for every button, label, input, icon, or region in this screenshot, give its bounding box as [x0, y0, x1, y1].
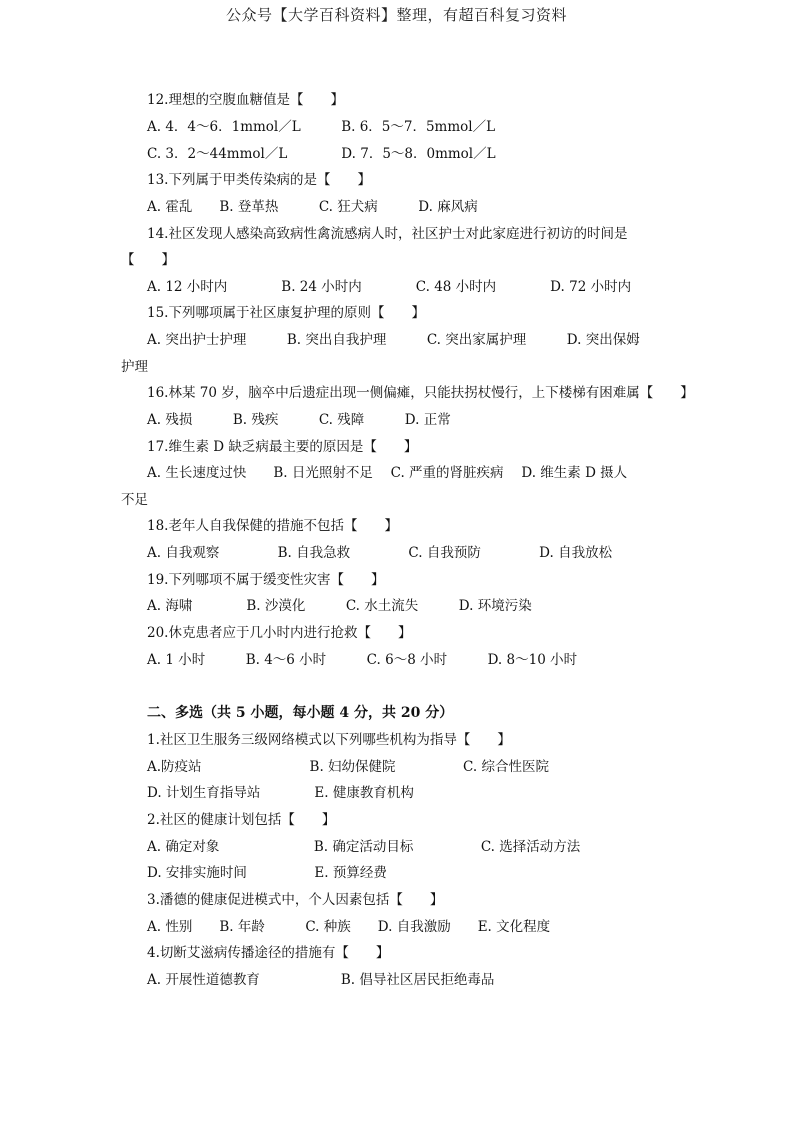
- q19-options: A. 海啸 B. 沙漠化 C. 水土流失 D. 环境污染: [147, 598, 532, 614]
- q15-options: A. 突出护士护理 B. 突出自我护理 C. 突出家属护理 D. 突出保姆: [147, 332, 640, 348]
- q20-stem: 20.休克患者应于几小时内进行抢救【 】: [147, 625, 412, 641]
- q14-bracket: 【 】: [121, 252, 175, 268]
- mq4-options-ab: A. 开展性道德教育 B. 倡导社区居民拒绝毒品: [147, 972, 495, 988]
- q14-stem: 14.社区发现人感染高致病性禽流感病人时，社区护士对此家庭进行初访的时间是: [147, 226, 628, 242]
- mq3-options: A. 性别 B. 年龄 C. 种族 D. 自我激励 E. 文化程度: [147, 919, 551, 935]
- q16-stem: 16.林某 70 岁，脑卒中后遗症出现一侧偏瘫，只能扶拐杖慢行，上下楼梯有困难属【 】: [147, 385, 694, 401]
- q20-options: A. 1 小时 B. 4～6 小时 C. 6～8 小时 D. 8～10 小时: [147, 652, 578, 668]
- page-header: 公众号【大学百科资料】整理，有超百科复习资料: [225, 6, 567, 24]
- q15-options-wrap: 护理: [121, 359, 148, 375]
- section-multiple-choice-title: 二、多选（共 5 小题，每小题 4 分，共 20 分）: [147, 705, 454, 721]
- mq2-options-abc: A. 确定对象 B. 确定活动目标 C. 选择活动方法: [147, 839, 581, 855]
- mq2-options-de: D. 安排实施时间 E. 预算经费: [147, 865, 387, 881]
- q12-options-ab: A. 4．4～6．1mmol／L B. 6．5～7．5mmol／L: [147, 119, 496, 135]
- q13-stem: 13.下列属于甲类传染病的是【 】: [147, 172, 371, 188]
- q12-stem: 12.理想的空腹血糖值是【 】: [147, 92, 344, 108]
- mq3-stem: 3.潘德的健康促进模式中，个人因素包括【 】: [147, 892, 444, 908]
- q16-options: A. 残损 B. 残疾 C. 残障 D. 正常: [147, 412, 451, 428]
- q13-options: A. 霍乱 B. 登革热 C. 狂犬病 D. 麻风病: [147, 199, 478, 215]
- q12-options-cd: C. 3．2～44mmol／L D. 7．5～8．0mmol／L: [147, 146, 496, 162]
- mq4-stem: 4.切断艾滋病传播途径的措施有【 】: [147, 945, 390, 961]
- mq1-options-abc: A.防疫站 B. 妇幼保健院 C. 综合性医院: [147, 759, 549, 775]
- q18-options: A. 自我观察 B. 自我急救 C. 自我预防 D. 自我放松: [147, 545, 613, 561]
- mq2-stem: 2.社区的健康计划包括【 】: [147, 812, 336, 828]
- q17-stem: 17.维生素 D 缺乏病最主要的原因是【 】: [147, 439, 418, 455]
- mq1-stem: 1.社区卫生服务三级网络模式以下列哪些机构为指导【 】: [147, 732, 511, 748]
- q14-options: A. 12 小时内 B. 24 小时内 C. 48 小时内 D. 72 小时内: [147, 279, 632, 295]
- q17-options: A. 生长速度过快 B. 日光照射不足 C. 严重的肾脏疾病 D. 维生素 D 摄人: [147, 465, 628, 481]
- mq1-options-de: D. 计划生育指导站 E. 健康教育机构: [147, 785, 414, 801]
- q17-options-wrap: 不足: [121, 492, 148, 508]
- q18-stem: 18.老年人自我保健的措施不包括【 】: [147, 518, 398, 534]
- q15-stem: 15.下列哪项属于社区康复护理的原则【 】: [147, 305, 425, 321]
- q19-stem: 19.下列哪项不属于缓变性灾害【 】: [147, 572, 385, 588]
